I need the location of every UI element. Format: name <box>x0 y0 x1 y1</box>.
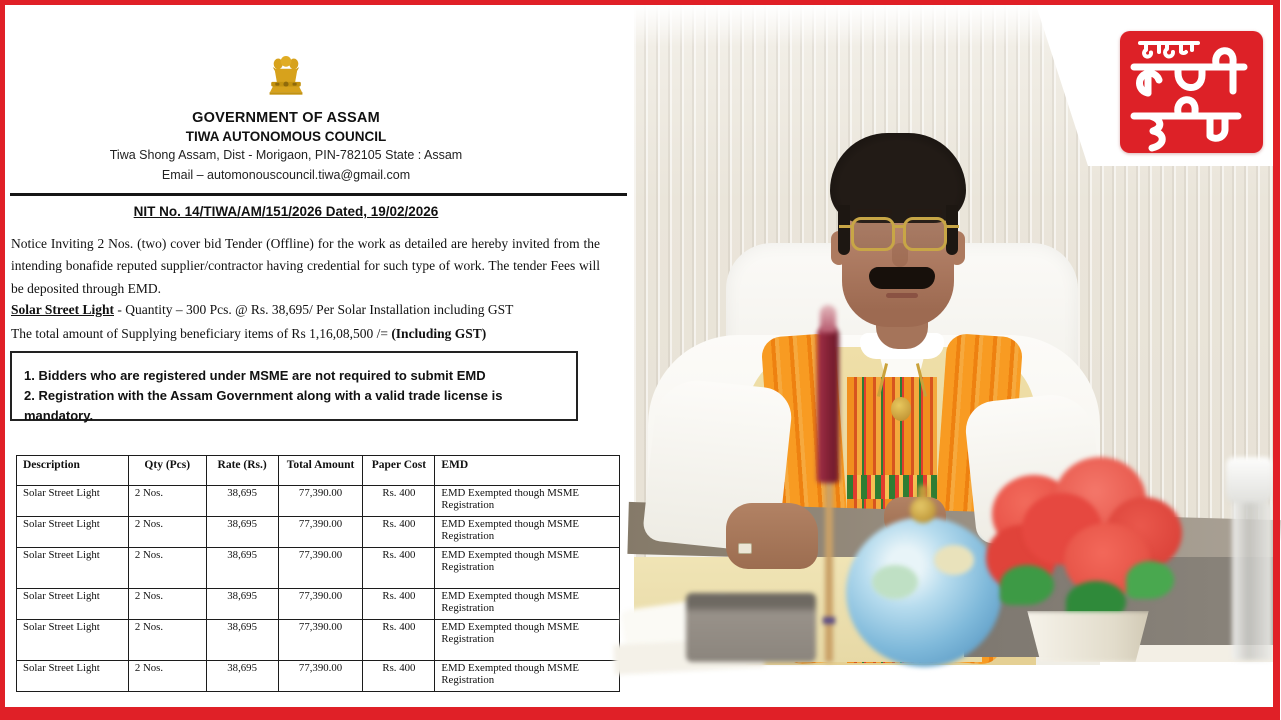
sideburn-left <box>838 205 850 255</box>
col-total: Total Amount <box>278 456 363 486</box>
cell-qty: 2 Nos. <box>128 589 206 620</box>
col-qty: Qty (Pcs) <box>128 456 206 486</box>
cell-paper-cost: Rs. 400 <box>363 517 435 548</box>
flower-leaf <box>1000 565 1054 605</box>
nit-number-line: NIT No. 14/TIWA/AM/151/2026 Dated, 19/02/2026 <box>133 204 439 219</box>
document-letterhead <box>5 51 567 182</box>
red-candle <box>817 327 839 483</box>
cell-description: Solar Street Light <box>17 589 129 620</box>
glasses-lens-left <box>851 217 895 251</box>
cell-paper-cost: Rs. 400 <box>363 548 435 589</box>
blue-globe-teapot <box>846 517 1002 667</box>
finger-ring <box>738 543 752 554</box>
item-detail: - Quantity – 300 Pcs. @ Rs. 38,695/ Per Solar Installation including GST <box>114 302 514 317</box>
cell-rate: 38,695 <box>206 486 278 517</box>
cell-emd: EMD Exempted though MSME Registration <box>435 486 620 517</box>
cell-rate: 38,695 <box>206 589 278 620</box>
cell-rate: 38,695 <box>206 620 278 661</box>
cell-qty: 2 Nos. <box>128 620 206 661</box>
cell-description: Solar Street Light <box>17 548 129 589</box>
table-row <box>17 589 620 620</box>
cell-emd: EMD Exempted though MSME Registration <box>435 661 620 692</box>
total-amount-line <box>11 326 611 342</box>
glasses-bridge <box>893 225 905 228</box>
cell-total: 77,390.00 <box>278 517 363 548</box>
cell-emd: EMD Exempted though MSME Registration <box>435 548 620 589</box>
hand-left <box>726 503 818 569</box>
glasses-temple-right <box>945 225 959 228</box>
table-row <box>17 517 620 548</box>
table-row <box>17 486 620 517</box>
col-rate: Rate (Rs.) <box>206 456 278 486</box>
council-address: Tiwa Shong Assam, Dist - Morigaon, PIN-782105 State : Assam <box>109 148 463 162</box>
ashoka-emblem-icon <box>263 51 309 103</box>
cell-paper-cost: Rs. 400 <box>363 486 435 517</box>
council-email: Email – automonouscouncil.tiwa@gmail.com <box>161 168 411 182</box>
candle-stick-band <box>823 617 835 624</box>
tender-document <box>5 5 634 686</box>
mustache <box>869 267 935 289</box>
government-title: GOVERNMENT OF ASSAM <box>192 110 380 126</box>
notice-paragraph: Notice Inviting 2 Nos. (two) cover bid Tender (Offline) for the work as detailed are hereby invited from the intending bonafide reputed supplier/contractor having credential for such type of work. The tender Fees will be deposited through EMD. <box>11 236 600 296</box>
candle-stick <box>825 475 833 662</box>
col-description: Description <box>17 456 129 486</box>
candle-tip <box>820 305 836 333</box>
cell-emd: EMD Exempted though MSME Registration <box>435 517 620 548</box>
official-photo <box>634 5 1273 662</box>
cell-qty: 2 Nos. <box>128 661 206 692</box>
table-row <box>17 661 620 692</box>
cell-paper-cost: Rs. 400 <box>363 589 435 620</box>
logo-script-icon <box>1120 31 1263 153</box>
table-row <box>17 548 620 589</box>
cell-description: Solar Street Light <box>17 486 129 517</box>
cell-total: 77,390.00 <box>278 661 363 692</box>
item-label: Solar Street Light <box>11 302 114 317</box>
globe-patch <box>934 545 974 575</box>
gold-pendant <box>891 397 911 421</box>
cell-paper-cost: Rs. 400 <box>363 661 435 692</box>
cell-emd: EMD Exempted though MSME Registration <box>435 589 620 620</box>
flower-leaf <box>1126 561 1174 599</box>
cell-rate: 38,695 <box>206 548 278 589</box>
condition-2: 2. Registration with the Assam Government along with a valid trade license is mandatory. <box>24 388 503 423</box>
frame-right <box>1273 0 1280 720</box>
glass-rim <box>1226 457 1273 507</box>
mouth <box>886 293 918 298</box>
including-gst: (Including GST) <box>391 326 487 341</box>
cell-total: 77,390.00 <box>278 486 363 517</box>
cell-description: Solar Street Light <box>17 661 129 692</box>
item-line <box>11 302 611 318</box>
cell-description: Solar Street Light <box>17 517 129 548</box>
glasses-temple-left <box>839 225 853 228</box>
cell-total: 77,390.00 <box>278 620 363 661</box>
col-emd: EMD <box>435 456 620 486</box>
council-title: TIWA AUTONOMOUS COUNCIL <box>185 129 387 144</box>
total-amount-text: The total amount of Supplying beneficiary items of Rs 1,16,08,500 /= <box>11 326 392 341</box>
white-flower-pot <box>1022 611 1154 662</box>
eyebrow-right <box>906 209 942 215</box>
eyebrow-left <box>856 209 892 215</box>
cell-rate: 38,695 <box>206 517 278 548</box>
frame-left <box>0 0 5 720</box>
water-glass <box>1232 503 1273 660</box>
tender-table <box>16 455 620 692</box>
cell-qty: 2 Nos. <box>128 517 206 548</box>
frame-bottom <box>0 707 1280 720</box>
cell-total: 77,390.00 <box>278 589 363 620</box>
cell-description: Solar Street Light <box>17 620 129 661</box>
cell-paper-cost: Rs. 400 <box>363 620 435 661</box>
frame-top <box>0 0 1280 5</box>
col-paper-cost: Paper Cost <box>363 456 435 486</box>
cell-qty: 2 Nos. <box>128 486 206 517</box>
cell-qty: 2 Nos. <box>128 548 206 589</box>
cell-total: 77,390.00 <box>278 548 363 589</box>
cell-rate: 38,695 <box>206 661 278 692</box>
condition-1: 1. Bidders who are registered under MSME are not required to submit EMD <box>24 368 486 383</box>
desk-stapler <box>686 593 816 662</box>
glasses-lens-right <box>903 217 947 251</box>
table-header-row <box>17 456 620 486</box>
asomiya-pratidin-logo <box>1120 31 1263 153</box>
table-row <box>17 620 620 661</box>
sideburn-right <box>946 205 958 255</box>
cell-emd: EMD Exempted though MSME Registration <box>435 620 620 661</box>
globe-patch <box>872 565 918 599</box>
letterhead-divider <box>10 193 627 196</box>
conditions-box <box>10 351 578 421</box>
globe-gold-knob <box>910 497 936 523</box>
